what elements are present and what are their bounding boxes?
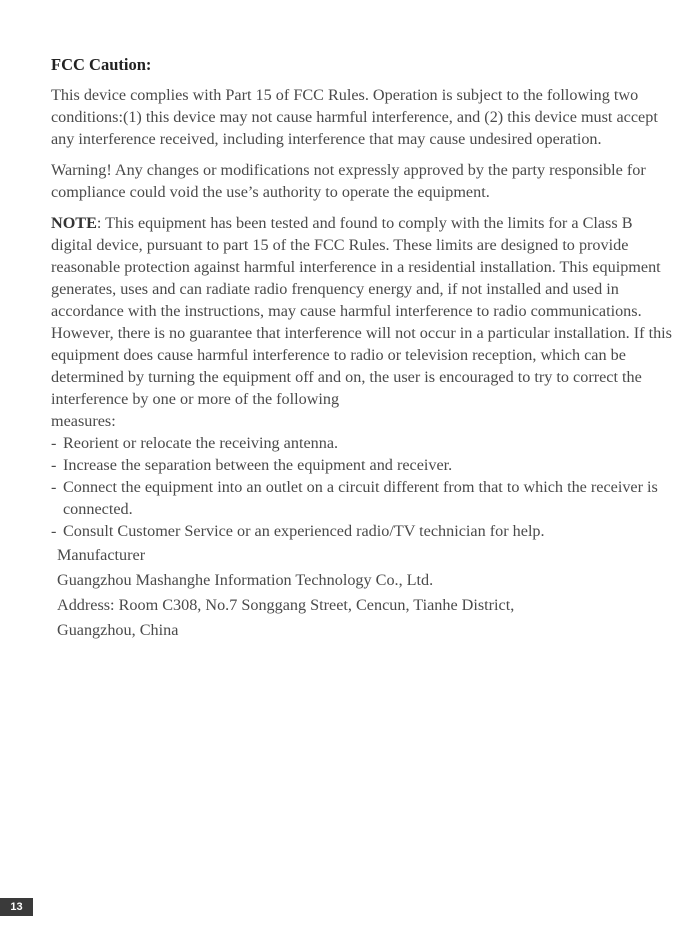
measures-list	[51, 432, 677, 542]
page-number: 13	[0, 898, 33, 916]
measure-text: Consult Customer Service or an experienced radio/TV technician for help.	[63, 522, 545, 540]
measure-bullet: -	[51, 478, 57, 496]
measure-bullet: -	[51, 456, 57, 474]
note-text: : This equipment has been tested and found to comply with the limits for a Class B digital device, pursuant to part 15 of the FCC Rules. These limits are designed to provide reasonable protection against harmful interference in a residential installation. This equipment generates, uses and can radiate radio frenquency energy and, if not installed and used in accordance with the instructions, may cause harmful interference to radio communications. However, there is no guarantee that interference will not occur in a particular installation. If this equipment does cause harmful interference to radio or television reception, which can be determined by turning the equipment off and on, the user is encouraged to try to correct the interference by one or more of the following	[51, 214, 672, 408]
note-paragraph	[51, 212, 677, 410]
manufacturer-name: Guangzhou Mashanghe Information Technology Co., Ltd.	[57, 571, 434, 589]
compliance-paragraph: This device complies with Part 15 of FCC Rules. Operation is subject to the following two conditions:(1) this device may not cause harmful interference, and (2) this device must accept any interference received, including interference that may cause undesired operation.	[51, 86, 658, 148]
manufacturer-block	[57, 544, 677, 641]
measure-item	[51, 454, 677, 476]
address-line-1: Address: Room C308, No.7 Songgang Street, Cencun, Tianhe District,	[57, 596, 515, 614]
measure-bullet: -	[51, 434, 57, 452]
warning-paragraph: Warning! Any changes or modifications not expressly approved by the party responsible for compliance could void the use’s authority to operate the equipment.	[51, 161, 646, 201]
measure-item	[51, 476, 677, 520]
address-line-2: Guangzhou, China	[57, 621, 179, 639]
measure-item	[51, 432, 677, 454]
measure-text: Connect the equipment into an outlet on a circuit different from that to which the receiver is connected.	[63, 478, 658, 518]
measure-text: Reorient or relocate the receiving antenna.	[63, 434, 339, 452]
page-heading: FCC Caution:	[51, 55, 152, 74]
measure-item	[51, 520, 677, 542]
note-label: NOTE	[51, 214, 97, 232]
fcc-caution-section	[51, 54, 677, 644]
measure-bullet: -	[51, 522, 57, 540]
measures-label: measures:	[51, 412, 116, 430]
measure-text: Increase the separation between the equipment and receiver.	[63, 456, 453, 474]
manufacturer-label: Manufacturer	[57, 546, 146, 564]
